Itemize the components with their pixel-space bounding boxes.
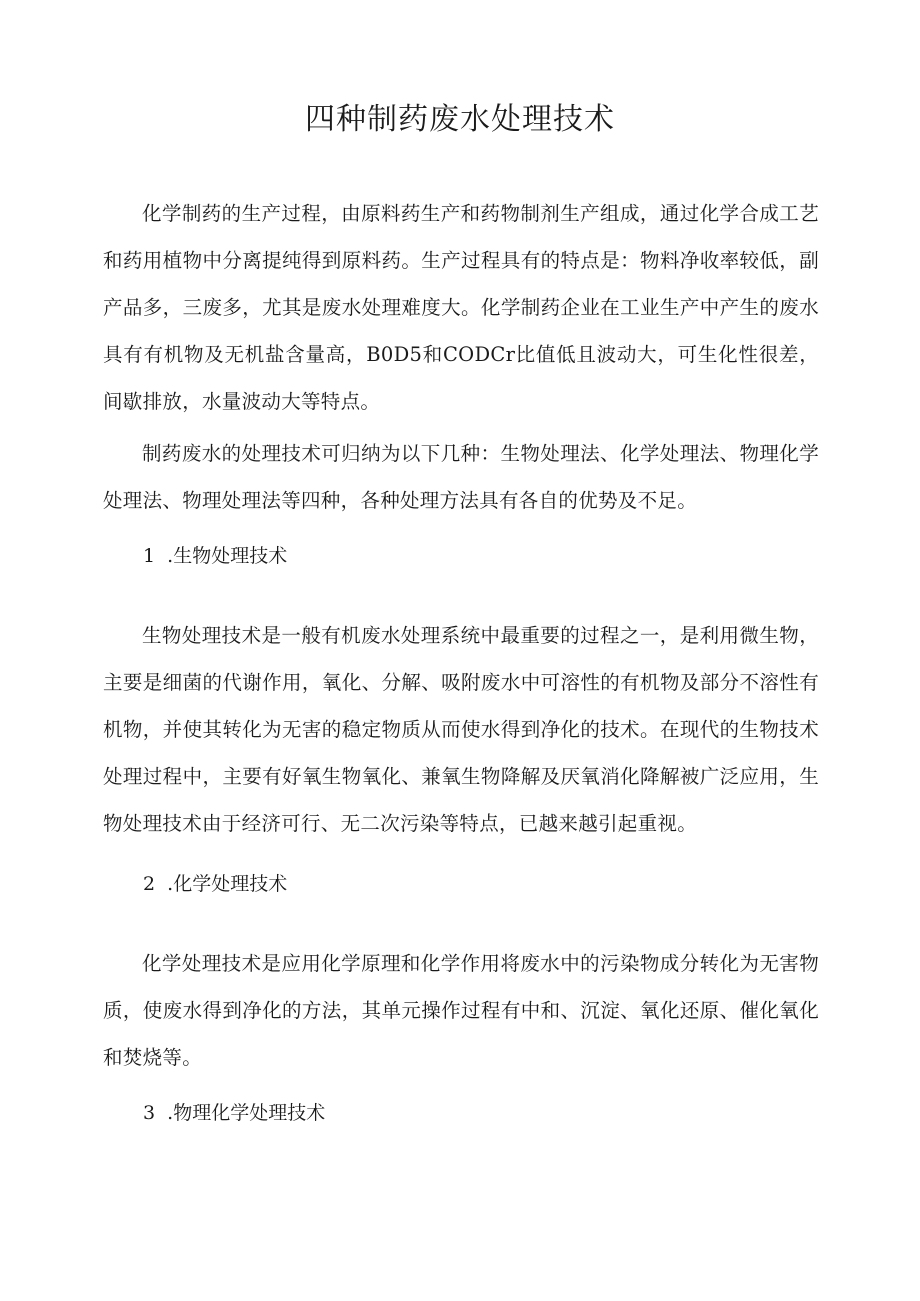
section-heading-biological: 1 .生物处理技术 bbox=[143, 545, 288, 567]
chemical-paragraph: 化学处理技术是应用化学原理和化学作用将废水中的污染物成分转化为无害物质，使废水得到净化的方法，其单元操作过程有中和、沉淀、氧化还原、催化氧化和焚烧等。 bbox=[103, 952, 819, 1069]
biological-paragraph: 生物处理技术是一般有机废水处理系统中最重要的过程之一，是利用微生物，主要是细菌的代谢作用，氧化、分解、吸附废水中可溶性的有机物及部分不溶性有机物，并使其转化为无害的稳定物质从而使水得到净化的技术。在现代的生物技术处理过程中，主要有好氧生物氧化、兼氧生物降解及厌氧消化降解被广泛应用，生物处理技术由于经济可行、无二次污染等特点，已越来越引起重视。 bbox=[103, 624, 819, 835]
section-heading-chemical: 2 .化学处理技术 bbox=[143, 873, 288, 895]
intro-paragraph: 化学制药的生产过程，由原料药生产和药物制剂生产组成，通过化学合成工艺和药用植物中分离提纯得到原料药。生产过程具有的特点是：物料净收率较低，副产品多，三废多，尤其是废水处理难度大。化学制药企业在工业生产中产生的废水具有有机物及无机盐含量高，B0D5和CODCr比值低且波动大，可生化性很差，间歇排放，水量波动大等特点。 bbox=[103, 202, 819, 413]
section-heading-physicochemical: 3 .物理化学处理技术 bbox=[143, 1102, 326, 1124]
document-title: 四种制药废水处理技术 bbox=[305, 102, 615, 137]
overview-paragraph: 制药废水的处理技术可归纳为以下几种：生物处理法、化学处理法、物理化学处理法、物理处理法等四种，各种处理方法具有各自的优势及不足。 bbox=[103, 442, 819, 512]
